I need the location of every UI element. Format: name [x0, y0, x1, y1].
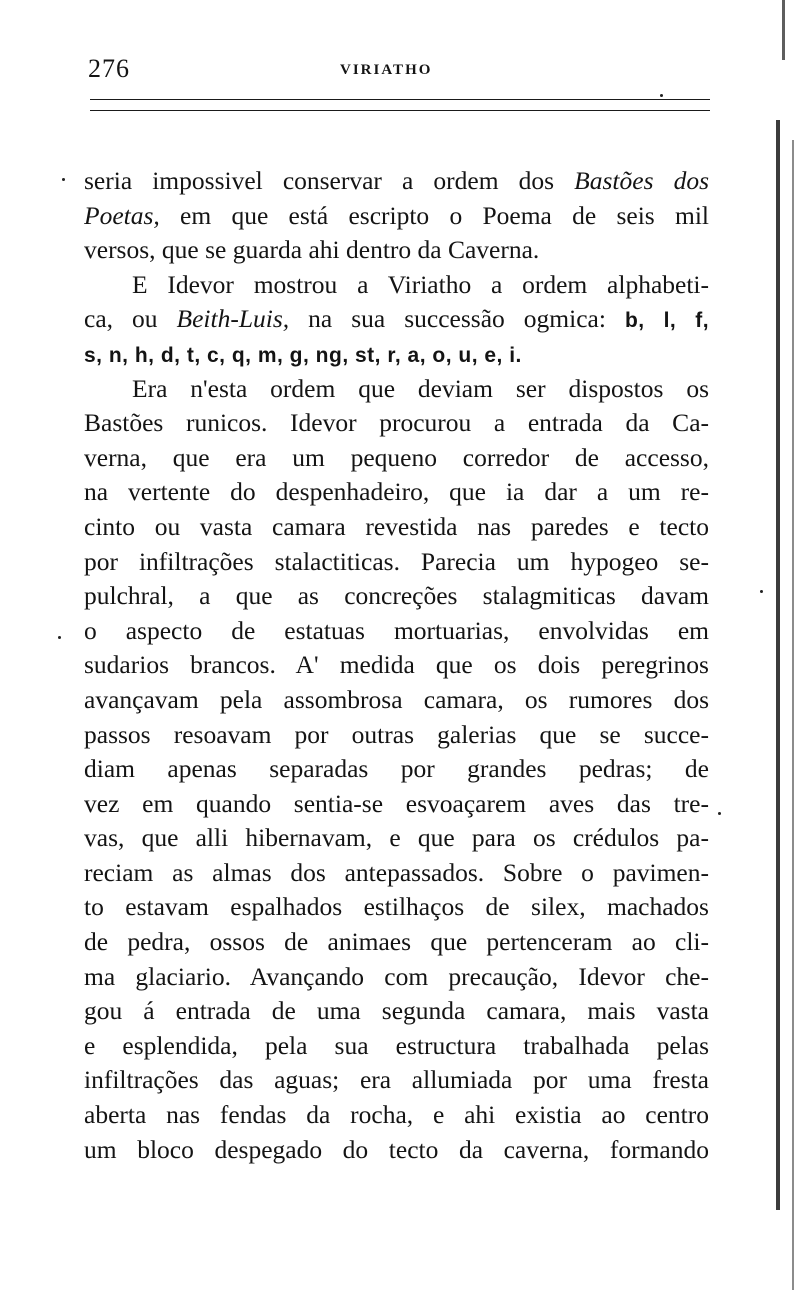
scan-speck: [58, 636, 61, 639]
text-line: de pedra, ossos de animaes que pertenceram ao cli-: [84, 927, 709, 957]
scan-speck: [718, 812, 721, 815]
text-line: sudarios brancos. A' medida que os dois peregrinos: [84, 650, 709, 680]
text-line: Bastões runicos. Idevor procurou a entrada da Ca-: [84, 408, 709, 438]
text-line: reciam as almas dos antepassados. Sobre o pavimen-: [84, 857, 709, 887]
scan-edge-line: [792, 140, 794, 1290]
text-line: o aspecto de estatuas mortuarias, envolvidas em: [84, 615, 709, 645]
header-rule-bottom: [90, 110, 710, 111]
text-line: E Idevor mostrou a Viriatho a ordem alphabeti-: [132, 269, 709, 299]
text-line: ma glaciario. Avançando com precaução, Idevor che-: [84, 961, 709, 991]
text-line: cinto ou vasta camara revestida nas paredes e tecto: [84, 511, 709, 541]
text-line: avançavam pela assombrosa camara, os rumores dos: [84, 684, 709, 714]
text-line: vez em quando sentia-se esvoaçarem aves das tre-: [84, 788, 709, 818]
text-line: s, n, h, d, t, c, q, m, g, ng, st, r, a, o, u, e, i.: [84, 343, 522, 367]
text-line: pulchral, a que as concreções stalagmiticas davam: [84, 581, 709, 611]
text-line: por infiltrações stalactiticas. Parecia um hypogeo se-: [84, 546, 709, 576]
text-line: na vertente do despenhadeiro, que ia dar a um re-: [84, 477, 709, 507]
text-line: vas, que alli hibernavam, e que para os crédulos pa-: [84, 823, 709, 853]
body-text: [84, 164, 709, 1167]
text-line: passos resoavam por outras galerias que se succe-: [84, 719, 709, 749]
text-line: verna, que era um pequeno corredor de accesso,: [84, 442, 709, 472]
scan-edge-mark: [782, 0, 785, 60]
header-rule-top: [90, 99, 710, 100]
text-line: to estavam espalhados estilhaços de silex, machados: [84, 892, 709, 922]
text-line: Era n'esta ordem que deviam ser dispostos os: [132, 373, 709, 403]
running-title: VIRIATHO: [340, 62, 433, 78]
text-line: um bloco despegado do tecto da caverna, formando: [84, 1134, 709, 1164]
scan-speck: [660, 94, 663, 97]
text-line: Poetas, em que está escripto o Poema de seis mil: [84, 200, 709, 230]
text-line: ca, ou Beith-Luis, na sua successão ogmica: b, l, f,: [84, 304, 709, 334]
text-line: diam apenas separadas por grandes pedras; de: [84, 754, 709, 784]
text-line: versos, que se guarda ahi dentro da Caverna.: [84, 235, 540, 265]
scan-speck: [760, 590, 763, 593]
text-line: gou á entrada de uma segunda camara, mais vasta: [84, 996, 709, 1026]
text-line: seria impossivel conservar a ordem dos Bastões dos: [84, 166, 709, 195]
text-line: infiltrações das aguas; era allumiada por uma fresta: [84, 1065, 709, 1095]
scan-speck: [62, 178, 65, 181]
scan-edge-shadow: [776, 120, 780, 1210]
page-number: 276: [88, 54, 130, 83]
text-line: aberta nas fendas da rocha, e ahi existia ao centro: [84, 1100, 709, 1130]
text-line: e esplendida, pela sua estructura trabalhada pelas: [84, 1030, 709, 1060]
